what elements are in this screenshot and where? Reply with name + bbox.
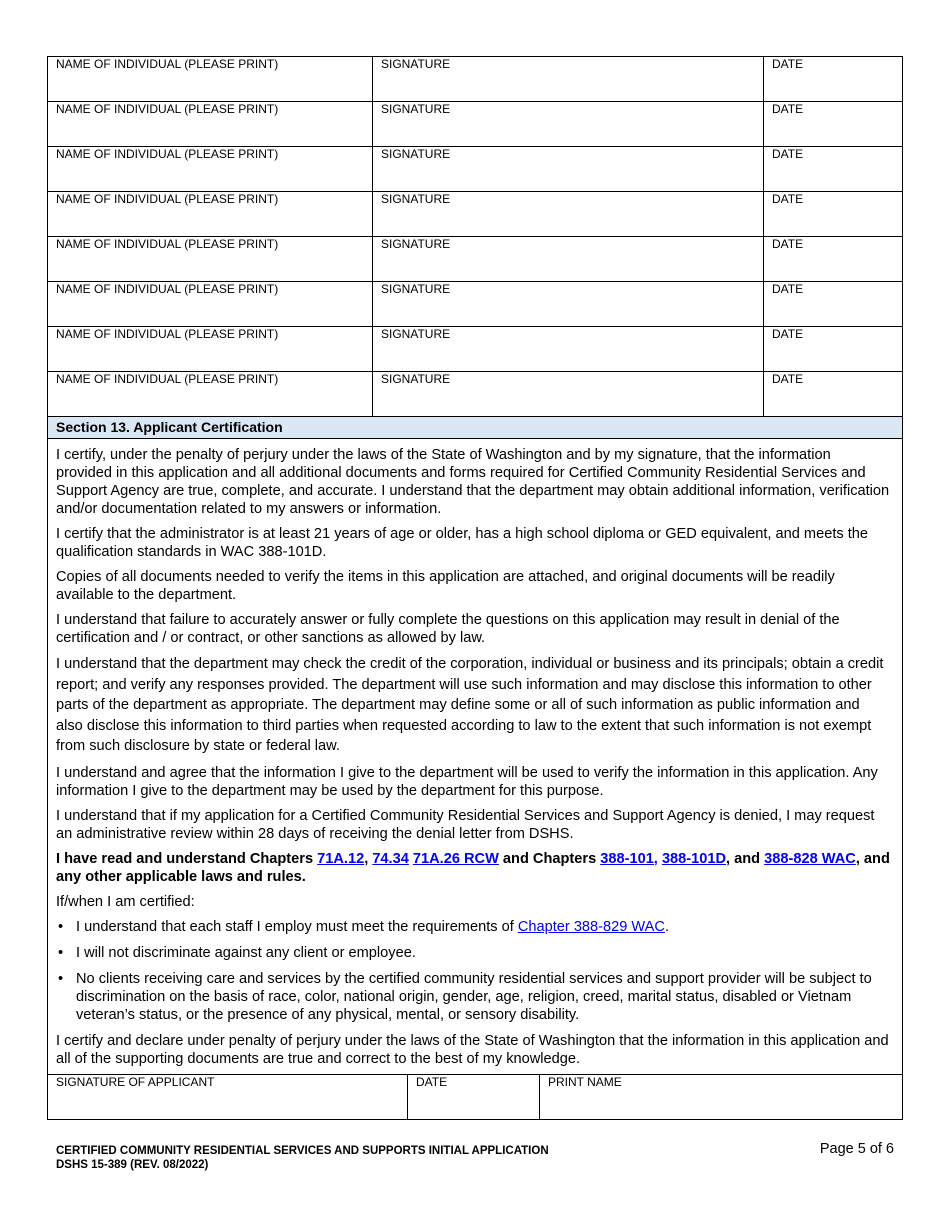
certification-bullets — [56, 918, 890, 1024]
bullet-text: I understand that each staff I employ must meet the requirements of — [76, 918, 518, 935]
link-7434[interactable]: 74.34 — [372, 850, 409, 867]
laws-text: and Chapters — [498, 850, 601, 867]
paragraph: I understand and agree that the information I give to the department will be used to verify the information in this application. Any information I give to the department may be used by the department for this purpose. — [56, 764, 878, 799]
paragraph: I certify, under the penalty of perjury under the laws of the State of Washington and by my signature, that the information provided in this application and all additional documents and forms required for Certified Community Residential Services and Support Agency are true, complete, and accurate. I understand that the department may obtain additional information, verification and/or documentation related to my answers or information. — [56, 447, 890, 517]
signature-field[interactable]: SIGNATURE — [373, 372, 764, 416]
applicant-date-field[interactable]: DATE — [408, 1075, 540, 1119]
bullet-item: • I will not discriminate against any client or employee. — [56, 944, 890, 962]
name-field[interactable]: NAME OF INDIVIDUAL (PLEASE PRINT) — [48, 192, 373, 236]
signature-row — [48, 237, 902, 282]
signature-row — [48, 282, 902, 327]
paragraph: I understand that if my application for a Certified Community Residential Services and Support Agency is denied, I may request an administrative review within 28 days of receiving the denial letter from DSHS. — [56, 807, 875, 842]
laws-text: , and any other applicable laws and rules. — [56, 850, 890, 885]
link-71a12[interactable]: 71A.12 — [317, 850, 365, 867]
paragraph: Copies of all documents needed to verify the items in this application are attached, and original documents will be readily available to the department. — [56, 569, 835, 603]
name-field[interactable]: NAME OF INDIVIDUAL (PLEASE PRINT) — [48, 237, 373, 281]
paragraph: I understand that failure to accurately answer or fully complete the questions on this application may result in denial of the certification and / or contract, or other sanctions as allowed by law. — [56, 612, 840, 646]
name-field[interactable]: NAME OF INDIVIDUAL (PLEASE PRINT) — [48, 327, 373, 371]
date-field[interactable]: DATE — [772, 282, 804, 296]
bullet-item: • No clients receiving care and services by the certified community residential services and support provider will be subject to discrimination on the basis of race, color, national origin, gender, age, religion, creed, marital status, disabled or Vietnam veteran’s status, or the presence of any physical, mental, or sensory disability. — [56, 970, 890, 1024]
date-field[interactable]: DATE — [772, 57, 804, 71]
laws-text: I have read and understand Chapters — [56, 850, 318, 867]
signature-row — [48, 57, 902, 102]
link-71a26-rcw[interactable]: 71A.26 RCW — [412, 850, 499, 867]
paragraph: I certify and declare under penalty of perjury under the laws of the State of Washington that the information in this application and all of the supporting documents are true and correct to the best of my knowledge. — [56, 1032, 889, 1067]
signature-field[interactable]: SIGNATURE — [373, 147, 764, 191]
date-field[interactable]: DATE — [772, 147, 804, 161]
bullet-item — [56, 918, 890, 936]
signature-field[interactable]: SIGNATURE — [373, 192, 764, 236]
signature-field[interactable]: SIGNATURE — [373, 237, 764, 281]
signature-row — [48, 372, 902, 417]
signature-field[interactable]: SIGNATURE — [373, 102, 764, 146]
laws-statement — [56, 850, 890, 886]
signature-row — [48, 192, 902, 237]
laws-text: , — [364, 850, 373, 867]
certification-text — [48, 439, 902, 1074]
form-id: DSHS 15-389 (REV. 08/2022) — [56, 1159, 209, 1171]
certification-form — [47, 56, 903, 1120]
name-field[interactable]: NAME OF INDIVIDUAL (PLEASE PRINT) — [48, 282, 373, 326]
signature-field[interactable]: SIGNATURE — [373, 282, 764, 326]
page-footer — [56, 1141, 896, 1172]
link-388-101d[interactable]: 388-101D — [661, 850, 727, 867]
signature-row — [48, 147, 902, 192]
if-when-label: If/when I am certified: — [56, 893, 195, 910]
paragraph: I understand that the department may check the credit of the corporation, individual or business and its principals; obtain a credit report; and verify any responses provided. The department will use such information and may disclose this information to other parts of the department as appropriate. The department may define some or all of such information as public information and also disclose this information to third parties when requested according to law to the extent that such information is not exempt from such disclosure by state or federal law. — [56, 656, 884, 754]
link-chapter-388-829[interactable]: Chapter 388-829 WAC — [517, 918, 665, 935]
link-388-101[interactable]: 388-101, — [600, 850, 658, 867]
page-number: Page 5 of 6 — [819, 1141, 894, 1157]
name-field[interactable]: NAME OF INDIVIDUAL (PLEASE PRINT) — [48, 57, 373, 101]
link-388-828-wac[interactable]: 388-828 WAC — [764, 850, 856, 867]
laws-text: , and — [726, 850, 765, 867]
date-field[interactable]: DATE — [772, 192, 804, 206]
signature-row — [48, 327, 902, 372]
bullet-text: . — [664, 918, 669, 935]
applicant-signature-row — [48, 1074, 902, 1119]
signature-field[interactable]: SIGNATURE — [373, 57, 764, 101]
date-field[interactable]: DATE — [772, 102, 804, 116]
signature-row — [48, 102, 902, 147]
signature-field[interactable]: SIGNATURE — [373, 327, 764, 371]
section-title: Section 13. Applicant Certification — [48, 417, 902, 439]
date-field[interactable]: DATE — [772, 327, 804, 341]
form-title: CERTIFIED COMMUNITY RESIDENTIAL SERVICES AND SUPPORTS INITIAL APPLICATION — [56, 1145, 549, 1157]
paragraph: I certify that the administrator is at least 21 years of age or older, has a high school diploma or GED equivalent, and meets the qualification standards in WAC 388-101D. — [56, 526, 869, 560]
name-field[interactable]: NAME OF INDIVIDUAL (PLEASE PRINT) — [48, 147, 373, 191]
name-field[interactable]: NAME OF INDIVIDUAL (PLEASE PRINT) — [48, 372, 373, 416]
date-field[interactable]: DATE — [772, 237, 804, 251]
applicant-print-name-field[interactable]: PRINT NAME — [548, 1074, 622, 1089]
name-field[interactable]: NAME OF INDIVIDUAL (PLEASE PRINT) — [48, 102, 373, 146]
applicant-signature-field[interactable]: SIGNATURE OF APPLICANT — [48, 1075, 408, 1119]
date-field[interactable]: DATE — [772, 372, 804, 386]
